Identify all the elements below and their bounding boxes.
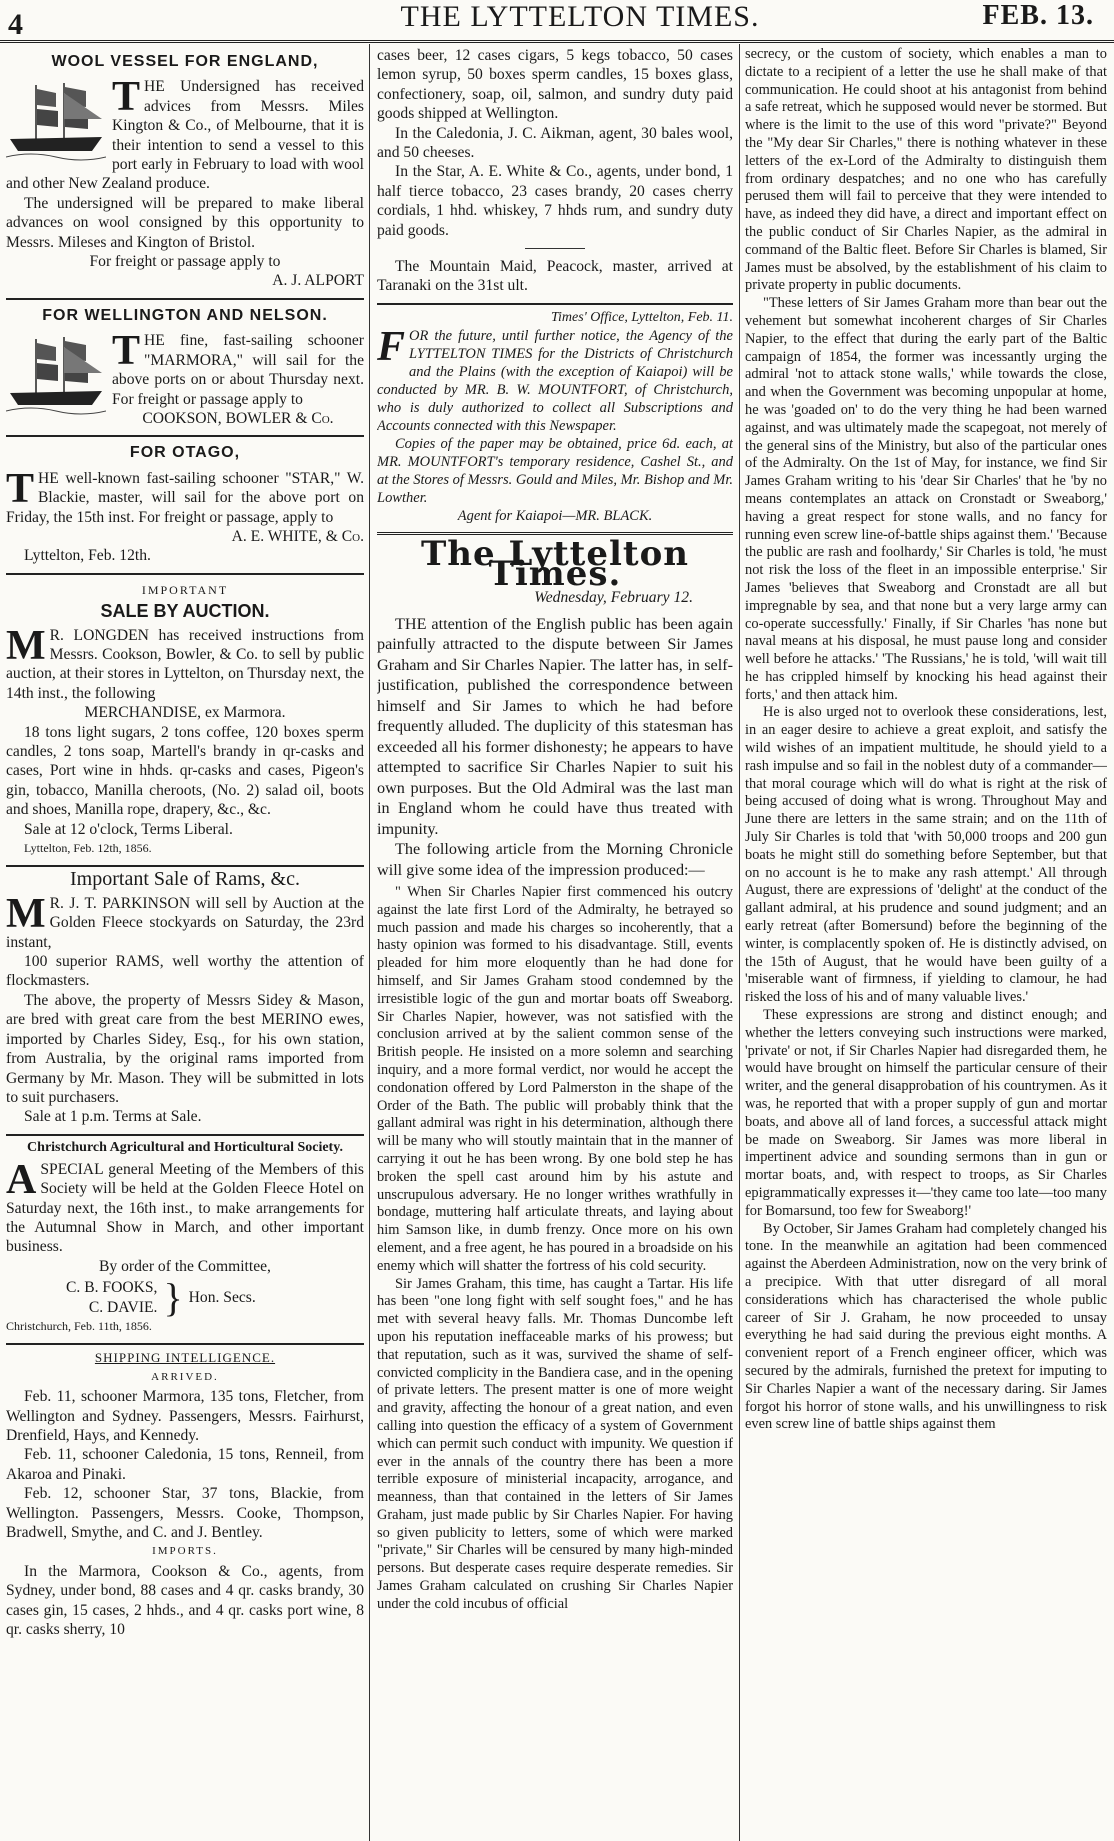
column-2 (377, 46, 733, 1836)
notice-agency (377, 308, 733, 525)
signatory-name: C. B. FOOKS, (66, 1279, 158, 1297)
ad-heading: WOOL VESSEL FOR ENGLAND, (51, 53, 319, 70)
quoted-article: secrecy, or the custom of society, which enables a man to dictate to a recipient of a letter the use he shall make of that communication. He could shoot at his antagonist from behind a safe retreat, which he supposed would never be stormed. But where is the limit to the use of this word "private?" Beyond the "My dear Sir Charles," there is nothing whatever in these letters of the ex-Lord of the Admiralty to distinguish them from ordinary despatches; and no one who has carefully perused them will fail to perceive that they were intended to have, as indeed they did have, a direct and important effect on the public conduct of Sir Charles Napier, as the admiral in command of the Baltic fleet. Before Sir Charles is blamed, Sir James must be absolved, by the establishment of his claim to private property in public documents. (745, 46, 1107, 294)
ad-wool-vessel (6, 52, 364, 291)
ad-body: 100 superior RAMS, well worthy the attention of flockmasters. (6, 953, 364, 990)
drop-cap: T (112, 328, 141, 375)
ad-heading: FOR WELLINGTON AND NELSON. (42, 306, 328, 324)
column-divider (369, 44, 370, 1841)
notice-heading: Christchurch Agricultural and Horticultural Society. (27, 1139, 343, 1155)
notice-body: OR the future, until further notice, the Agency of the LYTTELTON TIMES for the Districts of Christchurch and the Plains (with the exception of Kaiapoi) will be conducted by MR. B. W. MOUNTFORT, of Christchurch, who is duly authorized to collect all Subscriptions and Accounts connected with this Newspaper. (377, 328, 733, 435)
subheading: IMPORTS. (152, 1545, 218, 1558)
ad-rams (6, 870, 364, 1126)
shipping-entry: Feb. 12, schooner Star, 37 tons, Blackie, from Wellington. Passengers, Messrs. Cooke, Thompson, Bradwell, Smythe, and C. and J. Bentley. (6, 1485, 364, 1542)
signatories: C. B. FOOKS, C. DAVIE. } Hon. Secs. (66, 1274, 256, 1320)
ad-sale-time: Sale at 12 o'clock, Terms Liberal. (24, 820, 233, 838)
signatory-name: C. DAVIE. (88, 1298, 158, 1316)
ad-body: R. J. T. PARKINSON will sell by Auction at the Golden Fleece stockyards on Saturday, the 23rd instant, (6, 894, 364, 951)
ad-body: HE Undersigned has received advices from Messrs. Miles Kington & Co., of Melbourne, that it is their intention to send a vessel to this port early in February to load with wool and other New Zealand produce. (6, 78, 364, 193)
quoted-article: "These letters of Sir James Graham more than bear out the vehement but somewhat incoherent charges of Sir Charles Napier, to the effect that during the early part of the Baltic campaign of 1854, the former was incessantly urging the admiral 'not to attack stone walls,' while towards the close, and when the Government was becoming unpopular at home, he was 'goaded on' to do the very thing he had been warned against, and was ultimately made the scapegoat, not merely of the general sins of the Ministry, but also of the particular ones of the Admiralty. On the 1st of May, for instance, we find Sir James Graham writing to his 'dear Sir Charles' that he 'by no means contemplates an attack on Cronstadt or Sweaborg,' having a great respect for stone walls, and no fancy for running even screw line-of-battle ships against them.' 'Because the public are rash and foolhardy,' Sir Charles is told, 'he must not risk the loss of the fleet in an impossible enterprise.' Sir James 'believes that Sweaborg and Cronstadt are all but impregnable by sea, and that none but a very large army can co-operate successfully.' Finally, if Sir Charles 'has none but naval means at his disposal, he must pause long and consider well before he attacks.' 'The Russians,' he is told, 'will wait till he has crippled himself by knocking his head against their forts,' and then attack him. (745, 295, 1107, 703)
ad-items: 18 tons light sugars, 2 tons coffee, 120 boxes sperm candles, 2 tons soap, Martell's brandy in qr-casks and cases, Port wine in hhds. qr-casks and cases, Pigeon's gin, tobacco, Manilla cheroots, (No. 2) salad oil, boots and shoes, Manilla rope, drapery, &c., &c. (6, 723, 364, 819)
quoted-article: These expressions are strong and distinct enough; and whether the letters conveying such instructions were marked, 'private' or not, if Sir Charles Napier had disregarded them, he would have brought on himself the particular censure of their writer, and the general disapprobation of his countrymen. As it was, he reported that with a proper supply of gun and mortar boats, and above all of land forces, a successful attack might be made on Sweaborg. Sir James was more liberal in impertinent advice and sounding sermons than in gun or mortar boats, and, with respect to troops, as Sir Charles epigrammatically expresses it—'they came too late—too many for Bomarsund, too few for Sweaborg!' (745, 1007, 1107, 1219)
quoted-article: Sir James Graham, this time, has caught a Tartar. His life has been "one long fight with self sought foes," and he has met with several heavy falls. Mr. Thomas Duncombe left upon his reputation ineffaceable marks of his prowess; but that reputation, such as it was, survived the shame of self-convicted complicity in the Bandiera case, and in the opening of private letters. The present matter is one of more weight and gravity, affecting the honour of a great nation, and even calling into question the efficacy of a system of Government which can permit such conduct with impunity. We question if ever in the annals of the country there has been a more terrible exposure of ministerial incapacity, arrogance, and meanness, than that contained in the letters of Sir James Graham, just made public by Sir Charles Napier. For having so given publicity to letters, some of which were marked "private," Sir Charles will be censured by many high-minded persons. But desperate cases require desperate remedies. Sir James Graham calculated on crushing Sir Charles Napier under the cold incubus of official (377, 1275, 733, 1612)
ad-body: HE fine, fast-sailing schooner "MARMORA," will sail for the above ports on or about Thursday next. For freight or passage apply to (112, 332, 364, 408)
quoted-article: By October, Sir James Graham had completely changed his tone. In the meanwhile an agitation had been commenced against the Aberdeen Administration, now on the very brink of a precipice. With that utter disregard of all moral considerations which has characterised the whole public career of Sir J. Graham, he now proceeded to unsay everything he had said during the previous eight months. A convenient report of a French engineer officer, which was secured by the admirals, furnished the pretext for imputing to Sir Charles Napier a want of the necessary daring. Sir James forgot his horror of stone walls, and his unwillingness to risk even screw line of battle ships against them (745, 1220, 1107, 1433)
notice-dateline: Times' Office, Lyttelton, Feb. 11. (551, 309, 733, 325)
column-1 (6, 46, 364, 1836)
drop-cap: A (6, 1156, 37, 1203)
ad-body: HE well-known fast-sailing schooner "STAR," W. Blackie, master, will sail for the above port on Friday, the 15th inst. For freight or passage, apply to (6, 469, 364, 526)
shipping-intelligence (6, 1348, 364, 1639)
paper-title: THE LYTTELTON TIMES. (400, 0, 760, 33)
page-date: FEB. 13. (982, 0, 1094, 31)
shipping-entry: cases beer, 12 cases cigars, 5 kegs tobacco, 50 cases lemon syrup, 50 boxes sperm candles, 15 boxes glass, confectionery, soap, oil, salmon, and sundry duty paid goods shipped at Wellington. (377, 47, 733, 123)
editorial-paragraph: THE attention of the English public has been again painfully attracted to the dispute between Sir James Graham and Sir Charles Napier. The latter has, in self-justification, published the correspondence between himself and Sir James to which he had before frequently alluded. The duplicity of this statesman has exceeded all his former dishonesty; he appears to have attempted to sacrifice Sir Charles Napier to suit his own purposes. But the Old Admiral was the last man in England whom he could have thus treated with impunity. (377, 614, 733, 838)
ad-wellington-nelson (6, 306, 364, 428)
drop-cap: T (6, 465, 35, 512)
ad-kicker: IMPORTANT (141, 582, 229, 597)
ad-sale-time: Sale at 1 p.m. Terms at Sale. (24, 1108, 202, 1126)
ad-heading: FOR OTAGO, (129, 444, 241, 462)
column-3 (745, 46, 1107, 1836)
ship-icon (6, 79, 106, 163)
section-heading: SHIPPING INTELLIGENCE. (94, 1350, 276, 1366)
ad-agent: A. J. ALPORT (272, 272, 364, 290)
column-divider (739, 44, 740, 1841)
ad-body: R. LONGDEN has received instructions from Messrs. Cookson, Bowler, & Co. to sell by public auction, at their stores in Lyttelton, on Thursday next, the 14th inst., the following (6, 626, 364, 702)
ad-merchandise: MERCHANDISE, ex Marmora. (84, 704, 286, 722)
shipping-entry: In the Star, A. E. White & Co., agents, under bond, 1 half tierce tobacco, 23 cases brandy, 20 cases cherry cordials, 1 hhd. whiskey, 7 hhds rum, and sundry duty paid goods. (377, 163, 733, 239)
ad-apply: For freight or passage apply to (89, 253, 281, 271)
masthead: The Lyttelton Times. (421, 534, 689, 594)
notice-body: Copies of the paper may be obtained, price 6d. each, at MR. MOUNTFORT's temporary residence, Cashel St., and at the Stores of Messrs. Gould and Miles, Mr. Bishop and Mr. Lowther. (377, 436, 733, 507)
quoted-article: " When Sir Charles Napier first commenced his outcry against the late first Lord of the Admiralty, he betrayed so much passion and made his charges so incoherently, that a hasty opinion was formed to his disadvantage. Still, events pleaded for him more eloquently than he had done for himself, and Sir James Graham stood condemned by the irresistible logic of the gun and mortar boats off Sweaborg. Sir Charles Napier, however, was not satisfied with the conclusion arrived at by the salient common sense of the British people. He insisted on a more solemn and searching inquiry, and a more formal verdict, nor would he accept the condonation offered by Lord Palmerston in the shape of the Order of the Bath. The public will probably think that the gallant admiral was right in his determination, although there will be many who will stoutly maintain that in the manner of carrying it out he has been wrong. By one bold step he has broken the spell cast around him by his astute and unscrupulous adversary. He no longer writhes wrathfully in bondage, muttering half articulate threats, and laying about him Samson like, in dumb frenzy. Once more on his own element, and a free agent, he has poured in a broadside on his enemy which will shatter the fortress of his cold security. (377, 884, 733, 1274)
ad-auction (6, 581, 364, 859)
quoted-article: He is also urged not to overlook these considerations, lest, in an eager desire to achieve a great exploit, and satisfy the wild wishes of an impatient multitude, he should yield to a rash impulse and so fail in the noblest duty of a commander—that moral courage which will do what is right at the risk of being accused of doing what is wrong. Throughout May and June there are letters in the same strain; and on the 11th of July Sir Charles is told that 'with 50,000 troops and 200 gun boats he might still do something before September, but that on no account is he to make any rash attempt.' All through August, there are expressions of 'delight' at the conduct of the gallant admiral, at his prudence and sound judgment; and an early retreat (after Bomersund) before the beginning of the winter, is complacently spoken of. He is distinctly advised, on the 15th of August, that he would have been guilty of a 'miserable want of firmness, if yielding to clamour, he had risked the loss of his and of many valuable lives.' (745, 704, 1107, 1006)
notice-dateline: Christchurch, Feb. 11th, 1856. (6, 1318, 152, 1333)
ship-icon (6, 333, 106, 417)
notice-body: SPECIAL general Meeting of the Members of this Society will be held at the Golden Fleece Hotel on Saturday next, the 16th inst., to make arrangements for the Autumnal Show in March, and other important business. (6, 1160, 364, 1256)
shipping-entry: Feb. 11, schooner Marmora, 135 tons, Fletcher, from Wellington and Sydney. Passengers, Messrs. Fairhurst, Drenfield, Hays, and Kennedy. (6, 1388, 364, 1444)
ad-agent: A. E. WHITE, & Co. (231, 527, 364, 545)
ad-heading: SALE BY AUCTION. (100, 601, 270, 622)
ad-heading: Important Sale of Rams, &c. (70, 868, 300, 891)
shipping-entry: In the Marmora, Cookson & Co., agents, from Sydney, under bond, 88 cases and 4 qr. casks brandy, 30 cases gin, 15 cases, 2 hhds., and 4 qr. casks port wine, 8 qr. casks sherry, 10 (6, 1562, 364, 1639)
header-rule (0, 40, 1114, 43)
drop-cap: T (112, 74, 141, 121)
shipping-entry: The Mountain Maid, Peacock, master, arrived at Taranaki on the 31st ult. (377, 258, 733, 295)
ad-dateline: Lyttelton, Feb. 12th. (24, 547, 151, 565)
ad-otago (6, 443, 364, 565)
notice-order: By order of the Committee, (99, 1257, 271, 1275)
notice-agent: Agent for Kaiapoi—MR. BLACK. (457, 508, 653, 525)
shipping-entry: In the Caledonia, J. C. Aikman, agent, 30 bales wool, and 50 cheeses. (377, 124, 733, 162)
ad-dateline: Lyttelton, Feb. 12th, 1856. (24, 841, 152, 856)
drop-cap: M (6, 622, 46, 669)
shipping-entry: Feb. 11, schooner Caledonia, 15 tons, Renneil, from Akaroa and Pinaki. (6, 1446, 364, 1483)
drop-cap: F (377, 324, 406, 371)
drop-cap: M (6, 890, 46, 937)
ad-body: The undersigned will be prepared to make liberal advances on wool consigned by this opportunity to Messrs. Mileses and Kington of Bristol. (6, 194, 364, 251)
signatory-role: Hon. Secs. (188, 1288, 256, 1306)
notice-agricultural-society (6, 1139, 364, 1337)
ad-body: The above, the property of Messrs Sidey & Mason, are bred with great care from the best MERINO ewes, imported by Charles Sidey, Esq., for his own station, from Australia, by the original rams imported from Germany by Mr. Mason. They will be submitted in lots to suit purchasers. (6, 991, 364, 1106)
page-header (0, 0, 1114, 44)
subheading: ARRIVED. (151, 1370, 219, 1383)
editorial-paragraph: The following article from the Morning Chronicle will give some idea of the impression produced:— (377, 840, 733, 879)
editorial-date: Wednesday, February 12. (534, 589, 693, 607)
page-number: 4 (8, 8, 23, 41)
ad-agent: COOKSON, BOWLER & Co. (142, 409, 334, 427)
